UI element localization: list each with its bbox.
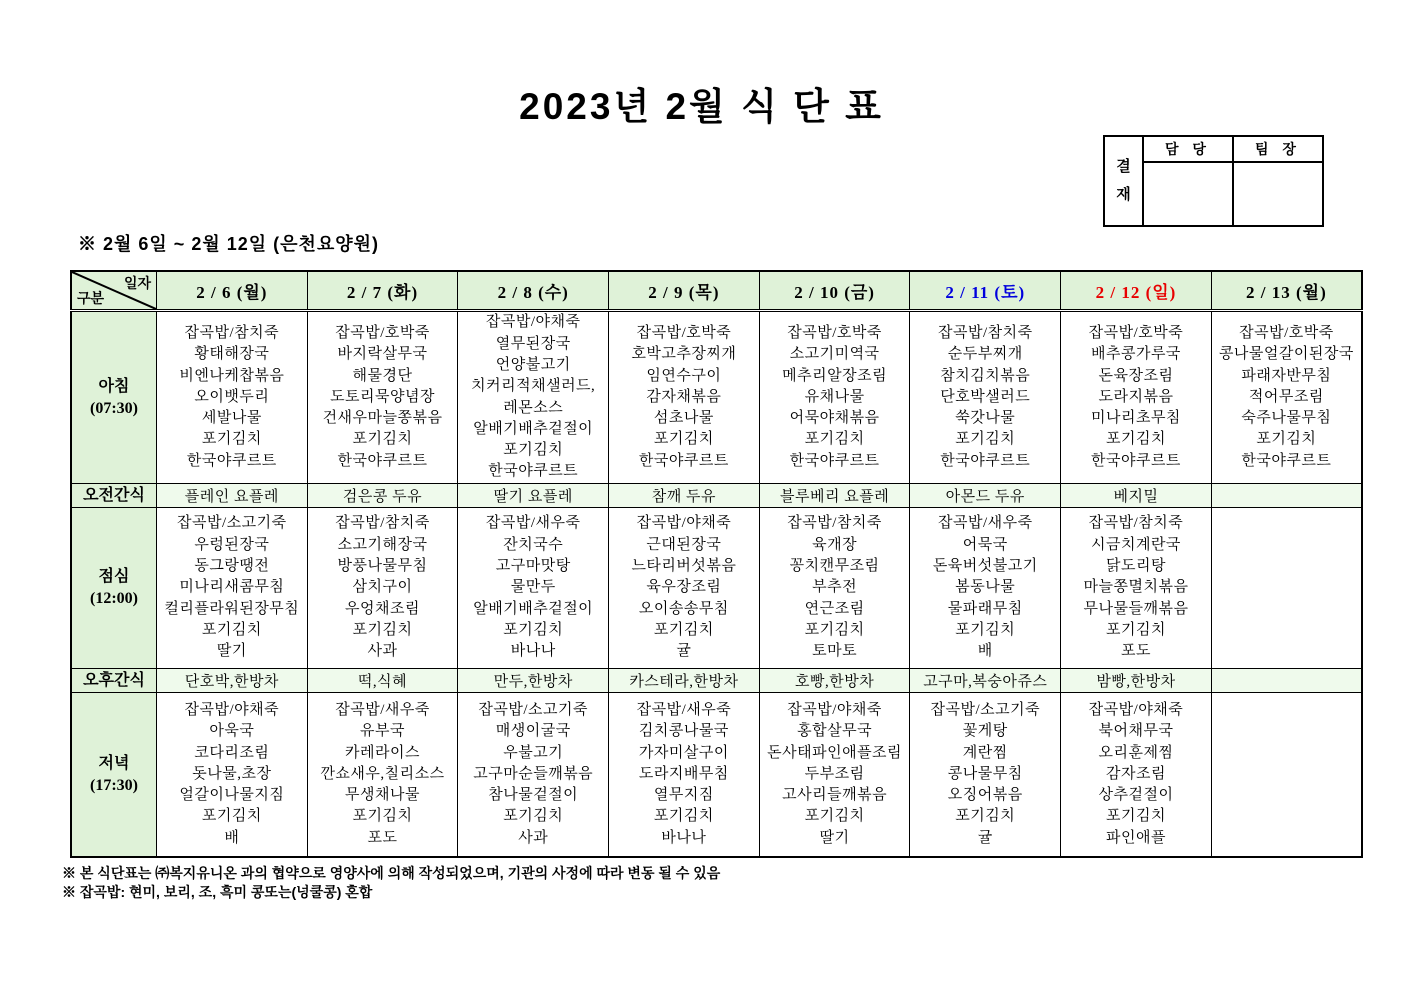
- menu-item: 황태해장국: [194, 346, 270, 363]
- cell-pm-snack-day3: 만두,한방차: [458, 669, 609, 693]
- cell-lunch-day7: [1061, 508, 1212, 669]
- menu-item: 배: [224, 829, 240, 846]
- cell-am-snack-day3: 딸기 요플레: [458, 484, 609, 508]
- row-breakfast: [71, 311, 1362, 484]
- menu-item: 포기김치: [653, 808, 714, 825]
- menu-item: 포기김치: [503, 442, 564, 459]
- menu-item: 우엉채조림: [345, 600, 420, 617]
- menu-item: 잡곡밥/호박죽: [1239, 324, 1334, 341]
- menu-item: 잡곡밥/야채죽: [787, 701, 882, 718]
- menu-item: 단호박샐러드: [940, 388, 1031, 405]
- menu-item: 치커리적채샐러드,: [471, 378, 596, 395]
- menu-item: 잡곡밥/소고기죽: [177, 515, 287, 532]
- menu-item: 물파래무침: [947, 600, 1023, 617]
- menu-item: 연근조림: [804, 600, 865, 617]
- menu-item: 잡곡밥/소고기죽: [930, 701, 1041, 718]
- menu-item: 꽁치캔무조림: [789, 558, 880, 575]
- menu-item: 사과: [367, 643, 398, 660]
- menu-item: 잡곡밥/새우죽: [485, 515, 581, 532]
- menu-item: 딸기: [819, 829, 850, 846]
- cell-dinner-day1: [157, 693, 308, 858]
- menu-item: 도라지배무침: [638, 765, 729, 782]
- menu-item: 한국야쿠르트: [337, 452, 428, 469]
- corner-label-date: 일자: [123, 277, 151, 292]
- menu-item: 적어무조림: [1248, 388, 1324, 405]
- menu-item: 우불고기: [503, 744, 564, 761]
- menu-item: 잡곡밥/야채죽: [636, 515, 732, 532]
- date-header-4: 2 / 9 (목): [609, 271, 760, 311]
- menu-item: 언양불고기: [495, 356, 571, 373]
- menu-item: 포기김치: [1105, 621, 1166, 638]
- menu-item: 컬리플라워된장무침: [164, 600, 300, 617]
- row-label-am-snack: 오전간식: [71, 484, 157, 508]
- row-am-snack: [71, 484, 1362, 508]
- row-label-dinner: 저녁 (17:30): [71, 693, 157, 858]
- menu-item: 도토리묵양념장: [330, 388, 435, 405]
- date-header-row: [71, 271, 1362, 311]
- menu-item: 메추리알장조림: [782, 367, 888, 384]
- date-header-6: 2 / 11 (토): [910, 271, 1061, 311]
- footer-note-1: ※ 본 식단표는 ㈜복지유니온 과의 협약으로 영양사에 의해 작성되었으며, 기관의 사정에 따라 변동 될 수 있음: [62, 865, 721, 881]
- menu-item: 토마토: [812, 643, 858, 660]
- cell-am-snack-day1: 플레인 요플레: [157, 484, 308, 508]
- cell-am-snack-day4: 참깨 두유: [609, 484, 760, 508]
- menu-item: 감자채볶음: [646, 388, 722, 405]
- menu-item: 임연수구이: [646, 367, 722, 384]
- menu-item: 포기김치: [352, 431, 413, 448]
- menu-item: 잡곡밥/호박죽: [787, 324, 882, 341]
- cell-dinner-day6: [910, 693, 1061, 858]
- cell-dinner-day5: [759, 693, 910, 858]
- menu-item: 포기김치: [1105, 808, 1166, 825]
- menu-item: 부추전: [812, 579, 858, 596]
- menu-item: 가자미살구이: [638, 744, 729, 761]
- menu-item: 포기김치: [955, 431, 1016, 448]
- menu-item: 포기김치: [201, 808, 262, 825]
- menu-item: 포기김치: [503, 808, 564, 825]
- cell-dinner-day4: [609, 693, 760, 858]
- menu-item: 오리훈제찜: [1098, 744, 1174, 761]
- menu-item: 포기김치: [1105, 431, 1166, 448]
- menu-item: 오이뱃두리: [194, 388, 270, 405]
- cell-pm-snack-day5: 호빵,한방차: [759, 669, 910, 693]
- menu-item: 한국야쿠르트: [638, 452, 729, 469]
- cell-pm-snack-day7: 밤빵,한방차: [1061, 669, 1212, 693]
- menu-item: 호박고추장찌개: [631, 346, 737, 363]
- menu-item: 배추콩가루국: [1090, 346, 1181, 363]
- cell-am-snack-day6: 아몬드 두유: [910, 484, 1061, 508]
- menu-item: 참나물겉절이: [488, 787, 579, 804]
- menu-item: 레몬소스: [503, 399, 564, 416]
- menu-item: 무생채나물: [345, 787, 420, 804]
- menu-item: 딸기: [216, 643, 247, 660]
- menu-item: 포기김치: [804, 431, 865, 448]
- cell-pm-snack-day4: 카스테라,한방차: [609, 669, 760, 693]
- menu-item: 돗나물,초장: [192, 765, 272, 782]
- menu-item: 열무된장국: [495, 335, 571, 352]
- cell-lunch-day2: [307, 508, 458, 669]
- menu-item: 포기김치: [955, 808, 1016, 825]
- menu-item: 포기김치: [1256, 431, 1317, 448]
- row-label-lunch: 점심 (12:00): [71, 508, 157, 669]
- menu-item: 잡곡밥/야채죽: [485, 314, 581, 331]
- menu-item: 잡곡밥/새우죽: [636, 701, 732, 718]
- menu-item: 어묵국: [962, 536, 1008, 553]
- row-lunch: [71, 508, 1362, 669]
- menu-item: 세발나물: [201, 410, 262, 427]
- menu-item: 꽃게탕: [962, 723, 1008, 740]
- menu-item: 포기김치: [352, 808, 413, 825]
- menu-item: 무나물들깨볶음: [1083, 600, 1189, 617]
- date-range-subtitle: ※ 2월 6일 ~ 2월 12일 (은천요양원): [78, 234, 380, 254]
- menu-item: 한국야쿠르트: [1241, 452, 1332, 469]
- cell-breakfast-day6: [910, 311, 1061, 484]
- menu-item: 고사리들깨볶음: [782, 787, 888, 804]
- menu-item: 알배기배추겉절이: [473, 600, 594, 617]
- menu-item: 포기김치: [955, 621, 1016, 638]
- menu-item: 잡곡밥/참치죽: [335, 515, 430, 532]
- menu-item: 오징어볶음: [947, 787, 1023, 804]
- cell-pm-snack-day1: 단호박,한방차: [157, 669, 308, 693]
- menu-item: 포기김치: [503, 621, 564, 638]
- menu-item: 고구마순들깨볶음: [473, 765, 594, 782]
- menu-item: 사과: [518, 829, 549, 846]
- menu-item: 잡곡밥/참치죽: [787, 515, 882, 532]
- row-label-pm-snack: 오후간식: [71, 669, 157, 693]
- corner-cell: [71, 271, 157, 311]
- menu-item: 잡곡밥/참치죽: [937, 324, 1033, 341]
- cell-am-snack-day7: 베지밀: [1061, 484, 1212, 508]
- menu-item: 물만두: [510, 579, 556, 596]
- menu-item: 소고기미역국: [789, 346, 880, 363]
- menu-item: 한국야쿠르트: [488, 463, 579, 480]
- menu-item: 포기김치: [352, 621, 413, 638]
- cell-dinner-day7: [1061, 693, 1212, 858]
- menu-item: 귤: [676, 643, 692, 660]
- menu-item: 잡곡밥/새우죽: [335, 701, 430, 718]
- menu-item: 깐쇼새우,칠리소스: [320, 765, 445, 782]
- menu-item: 오이송송무침: [638, 600, 729, 617]
- menu-item: 아욱국: [209, 723, 255, 740]
- menu-item: 마늘쫑멸치볶음: [1083, 579, 1189, 596]
- menu-item: 열무지짐: [653, 787, 714, 804]
- menu-item: 잡곡밥/새우죽: [937, 515, 1033, 532]
- menu-item: 미나리초무침: [1090, 410, 1181, 427]
- menu-item: 한국야쿠르트: [186, 452, 277, 469]
- menu-item: 콩나물얼갈이된장국: [1218, 346, 1354, 363]
- menu-item: 봄동나물: [955, 579, 1016, 596]
- menu-item: 섬초나물: [653, 410, 714, 427]
- menu-item: 돈육장조림: [1098, 367, 1174, 384]
- menu-item: 바나나: [510, 643, 556, 660]
- menu-item: 참치김치볶음: [940, 367, 1031, 384]
- menu-item: 매생이굴국: [495, 723, 571, 740]
- menu-item: 방풍나물무침: [337, 558, 428, 575]
- cell-dinner-day2: [307, 693, 458, 858]
- menu-item: 얼갈이나물지짐: [179, 787, 285, 804]
- approval-sign-cell-team-leader: [1233, 162, 1323, 226]
- menu-item: 잡곡밥/소고기죽: [478, 701, 589, 718]
- menu-item: 홍합살무국: [797, 723, 873, 740]
- menu-item: 포기김치: [653, 621, 714, 638]
- approval-stamp-label: 결재: [1104, 136, 1143, 226]
- cell-dinner-day8: [1211, 693, 1362, 858]
- menu-item: 카레라이스: [345, 744, 420, 761]
- approval-box: [1103, 135, 1324, 227]
- row-pm-snack: [71, 669, 1362, 693]
- menu-item: 소고기해장국: [337, 536, 428, 553]
- cell-pm-snack-day8: [1211, 669, 1362, 693]
- menu-item: 잡곡밥/참치죽: [1088, 515, 1184, 532]
- cell-pm-snack-day6: 고구마,복숭아쥬스: [910, 669, 1061, 693]
- cell-breakfast-day7: [1061, 311, 1212, 484]
- menu-item: 근대된장국: [646, 536, 722, 553]
- menu-item: 포기김치: [804, 621, 865, 638]
- date-header-7: 2 / 12 (일): [1061, 271, 1212, 311]
- menu-item: 한국야쿠르트: [1090, 452, 1181, 469]
- menu-item: 한국야쿠르트: [940, 452, 1031, 469]
- menu-item: 동그랑땡전: [194, 558, 270, 575]
- date-header-1: 2 / 6 (월): [157, 271, 308, 311]
- corner-label-category: 구분: [77, 292, 105, 307]
- menu-item: 배: [977, 643, 993, 660]
- footer-note-2: ※ 잡곡밥: 현미, 보리, 조, 흑미 콩또는(넝쿨콩) 혼합: [62, 884, 373, 900]
- menu-item: 순두부찌개: [947, 346, 1023, 363]
- menu-item: 육개장: [812, 536, 858, 553]
- menu-item: 감자조림: [1105, 765, 1166, 782]
- approval-col-team-leader: 팀 장: [1233, 136, 1323, 162]
- footer-notes: [62, 864, 720, 902]
- menu-item: 바지락살무국: [337, 346, 428, 363]
- menu-item: 콩나물무침: [947, 765, 1023, 782]
- menu-item: 북어채무국: [1098, 723, 1174, 740]
- menu-item: 고구마맛탕: [495, 558, 571, 575]
- cell-lunch-day3: [458, 508, 609, 669]
- cell-lunch-day8: [1211, 508, 1362, 669]
- menu-item: 포기김치: [201, 621, 262, 638]
- menu-item: 알배기배추겉절이: [473, 420, 594, 437]
- date-header-8: 2 / 13 (월): [1211, 271, 1362, 311]
- cell-breakfast-day8: [1211, 311, 1362, 484]
- menu-item: 귤: [977, 829, 993, 846]
- approval-sign-cell-manager: [1143, 162, 1233, 226]
- page-title: 2023년 2월 식 단 표: [519, 86, 884, 127]
- row-label-breakfast: 아침 (07:30): [71, 311, 157, 484]
- menu-item: 도라지볶음: [1098, 388, 1174, 405]
- menu-item: 돈육버섯불고기: [932, 558, 1038, 575]
- menu-item: 포기김치: [653, 431, 714, 448]
- menu-item: 유채나물: [804, 388, 865, 405]
- menu-item: 파래자반무침: [1241, 367, 1332, 384]
- date-header-2: 2 / 7 (화): [307, 271, 458, 311]
- menu-item: 쑥갓나물: [955, 410, 1016, 427]
- menu-item: 포기김치: [201, 431, 262, 448]
- menu-item: 유부국: [360, 723, 406, 740]
- menu-item: 잡곡밥/야채죽: [184, 701, 280, 718]
- menu-item: 비엔나케찹볶음: [179, 367, 285, 384]
- cell-am-snack-day8: [1211, 484, 1362, 508]
- menu-item: 잔치국수: [503, 536, 564, 553]
- cell-lunch-day5: [759, 508, 910, 669]
- menu-item: 느타리버섯볶음: [631, 558, 737, 575]
- cell-lunch-day6: [910, 508, 1061, 669]
- cell-am-snack-day5: 블루베리 요플레: [759, 484, 910, 508]
- menu-item: 삼치구이: [352, 579, 413, 596]
- menu-item: 두부조림: [804, 765, 865, 782]
- cell-dinner-day3: [458, 693, 609, 858]
- cell-breakfast-day2: [307, 311, 458, 484]
- menu-item: 파인애플: [1105, 829, 1166, 846]
- menu-item: 우렁된장국: [194, 536, 270, 553]
- menu-item: 잡곡밥/호박죽: [335, 324, 430, 341]
- menu-item: 어묵야채볶음: [789, 410, 880, 427]
- menu-item: 포도: [1120, 643, 1151, 660]
- menu-item: 바나나: [661, 829, 707, 846]
- menu-item: 계란찜: [962, 744, 1008, 761]
- row-dinner: [71, 693, 1362, 858]
- menu-item: 잡곡밥/호박죽: [1088, 324, 1184, 341]
- menu-table: [70, 270, 1363, 858]
- menu-item: 해물경단: [352, 367, 413, 384]
- cell-lunch-day4: [609, 508, 760, 669]
- cell-breakfast-day5: [759, 311, 910, 484]
- menu-item: 미나리새콤무침: [179, 579, 285, 596]
- menu-item: 건새우마늘쫑볶음: [322, 410, 443, 427]
- cell-breakfast-day1: [157, 311, 308, 484]
- menu-item: 상추겉절이: [1098, 787, 1174, 804]
- cell-breakfast-day4: [609, 311, 760, 484]
- menu-item: 시금치계란국: [1090, 536, 1181, 553]
- cell-lunch-day1: [157, 508, 308, 669]
- menu-item: 코다리조림: [194, 744, 270, 761]
- date-header-3: 2 / 8 (수): [458, 271, 609, 311]
- date-header-5: 2 / 10 (금): [759, 271, 910, 311]
- menu-item: 육우장조림: [646, 579, 722, 596]
- menu-item: 닭도리탕: [1105, 558, 1166, 575]
- approval-col-manager: 담 당: [1143, 136, 1233, 162]
- menu-item: 포도: [367, 829, 398, 846]
- menu-item: 한국야쿠르트: [789, 452, 880, 469]
- menu-item: 돈사태파인애플조림: [767, 744, 903, 761]
- menu-item: 잡곡밥/참치죽: [184, 324, 280, 341]
- menu-item: 잡곡밥/야채죽: [1088, 701, 1184, 718]
- menu-item: 숙주나물무침: [1241, 410, 1332, 427]
- menu-item: 김치콩나물국: [638, 723, 729, 740]
- cell-am-snack-day2: 검은콩 두유: [307, 484, 458, 508]
- menu-item: 잡곡밥/호박죽: [636, 324, 732, 341]
- cell-pm-snack-day2: 떡,식혜: [307, 669, 458, 693]
- cell-breakfast-day3: [458, 311, 609, 484]
- menu-item: 포기김치: [804, 808, 865, 825]
